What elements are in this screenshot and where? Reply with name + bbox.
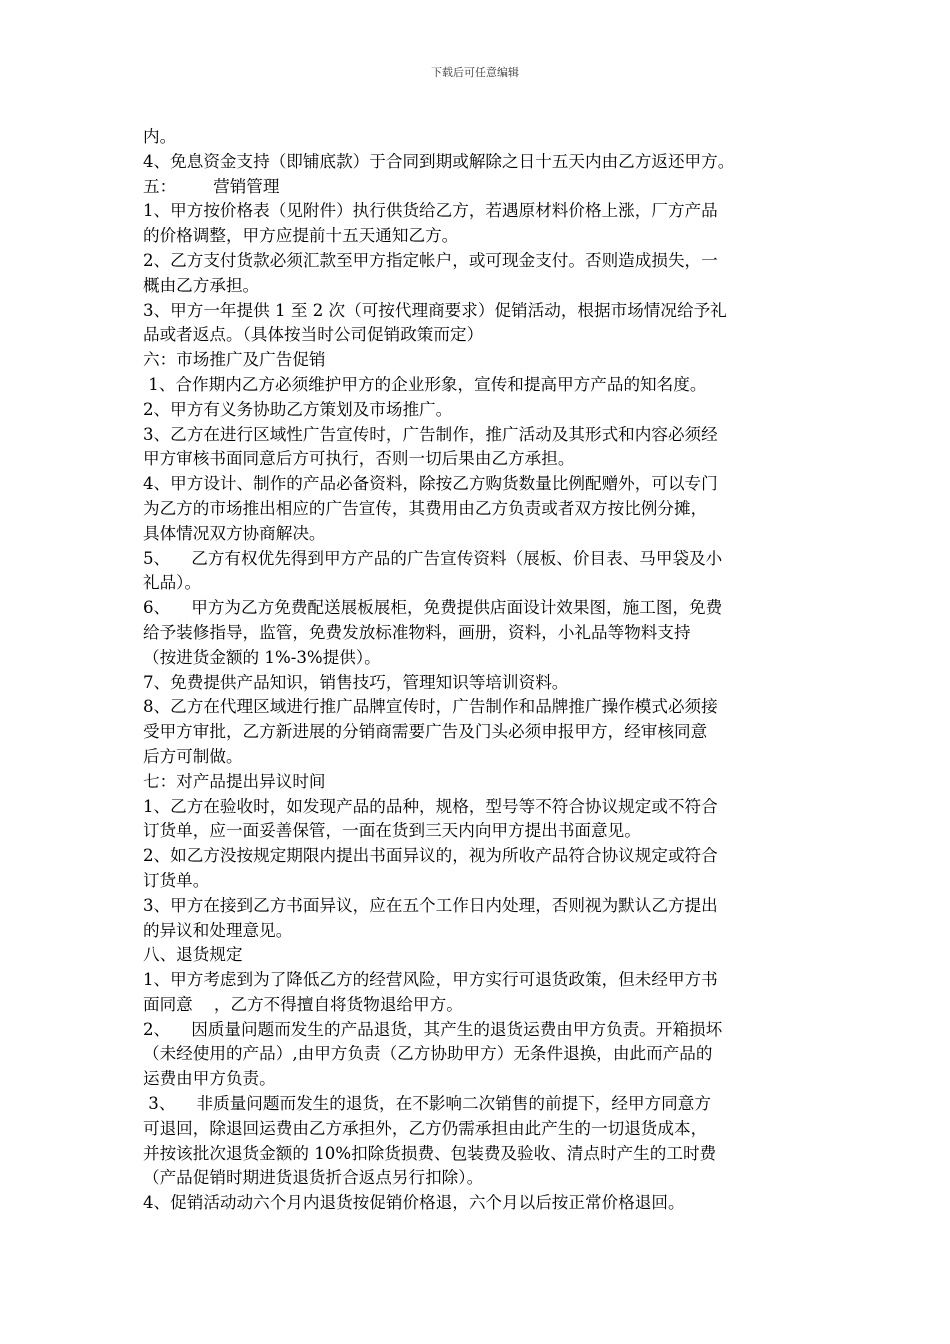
text-line: 7、免费提供产品知识，销售技巧，管理知识等培训资料。 — [143, 672, 569, 692]
text-line: 2、如乙方没按规定期限内提出书面异议的，视为所收产品符合协议规定或符合 — [143, 846, 718, 866]
text-line: 1、合作期内乙方必须维护甲方的企业形象，宣传和提高甲方产品的知名度。 — [143, 374, 707, 394]
text-line: 3、甲方一年提供 1 至 2 次（可按代理商要求）促销活动，根据市场情况给予礼 — [143, 300, 727, 320]
page-header: 下载后可任意编辑 — [431, 66, 519, 79]
text-line: 并按该批次退货金额的 10%扣除货损费、包装费及验收、清点时产生的工时费 — [143, 1143, 717, 1163]
text-line: 2、甲方有义务协助乙方策划及市场推广。 — [143, 399, 453, 419]
text-line: 具体情况双方协商解决。 — [143, 523, 326, 543]
text-line: 七：对产品提出异议时间 — [143, 771, 326, 791]
text-line: 4、免息资金支持（即铺底款）于合同到期或解除之日十五天内由乙方返还甲方。 — [143, 151, 735, 171]
text-line: 3、乙方在进行区域性广告宣传时，广告制作，推广活动及其形式和内容必须经 — [143, 424, 718, 444]
text-line: 品或者返点。（具体按当时公司促销政策而定） — [143, 325, 484, 345]
text-line: 2、乙方支付货款必须汇款至甲方指定帐户，或可现金支付。否则造成损失，一 — [143, 250, 718, 270]
text-line: 甲方审核书面同意后方可执行，否则一切后果由乙方承担。 — [143, 449, 575, 469]
text-line: 八、退货规定 — [143, 945, 243, 965]
text-line: 4、促销活动动六个月内退货按促销价格退，六个月以后按正常价格退回。 — [143, 1193, 685, 1213]
text-line: 订货单。 — [143, 870, 210, 890]
text-line: （未经使用的产品）,由甲方负责（乙方协助甲方）无条件退换，由此而产品的 — [143, 1044, 713, 1064]
text-line: 2、 因质量问题而发生的产品退货，其产生的退货运费由甲方负责。开箱损坏 — [143, 1019, 723, 1039]
text-line: 可退回，除退回运费由乙方承担外，乙方仍需承担由此产生的一切退货成本， — [143, 1118, 708, 1138]
text-line: 3、 非质量问题而发生的退货，在不影响二次销售的前提下，经甲方同意方 — [143, 1094, 711, 1114]
text-line: 面同意 ，乙方不得擅自将货物退给甲方。 — [143, 994, 463, 1014]
text-line: 1、甲方按价格表（见附件）执行供货给乙方，若遇原材料价格上涨，厂方产品 — [143, 201, 718, 221]
text-line: 概由乙方承担。 — [143, 275, 260, 295]
text-line: 给予装修指导，监管，免费发放标准物料，画册，资料，小礼品等物料支持 — [143, 622, 691, 642]
text-line: 的价格调整，甲方应提前十五天通知乙方。 — [143, 226, 459, 246]
text-line: 5、 乙方有权优先得到甲方产品的广告宣传资料（展板、价目表、马甲袋及小 — [143, 548, 723, 568]
text-line: 1、甲方考虑到为了降低乙方的经营风险，甲方实行可退货政策，但未经甲方书 — [143, 970, 718, 990]
text-line: 6、 甲方为乙方免费配送展板展柜，免费提供店面设计效果图，施工图，免费 — [143, 598, 723, 618]
text-line: 受甲方审批，乙方新进展的分销商需要广告及门头必须申报甲方，经审核同意 — [143, 722, 708, 742]
document-body — [143, 125, 823, 1216]
text-line: 4、甲方设计、制作的产品必备资料，除按乙方购货数量比例配赠外，可以专门 — [143, 474, 718, 494]
text-line: 8、乙方在代理区域进行推广品牌宣传时，广告制作和品牌推广操作模式必须接 — [143, 697, 718, 717]
text-line: 运费由甲方负责。 — [143, 1069, 276, 1089]
text-line: 五： 营销管理 — [143, 176, 280, 196]
text-line: 后方可制做。 — [143, 746, 243, 766]
text-line: 内。 — [143, 127, 177, 146]
text-line: 的异议和处理意见。 — [143, 920, 293, 940]
text-line: 为乙方的市场推出相应的广告宣传，其费用由乙方负责或者双方按比例分摊， — [143, 498, 708, 518]
text-line: 订货单，应一面妥善保管，一面在货到三天内向甲方提出书面意见。 — [143, 821, 641, 841]
text-line: 六：市场推广及广告促销 — [143, 350, 326, 370]
text-line: （产品促销时期进货退货折合返点另行扣除）。 — [143, 1168, 484, 1188]
text-line: 礼品）。 — [143, 573, 202, 593]
text-line: 1、乙方在验收时，如发现产品的品种，规格，型号等不符合协议规定或不符合 — [143, 796, 718, 816]
text-line: （按进货金额的 1%-3%提供）。 — [143, 647, 381, 667]
text-line: 3、甲方在接到乙方书面异议，应在五个工作日内处理，否则视为默认乙方提出 — [143, 895, 718, 915]
